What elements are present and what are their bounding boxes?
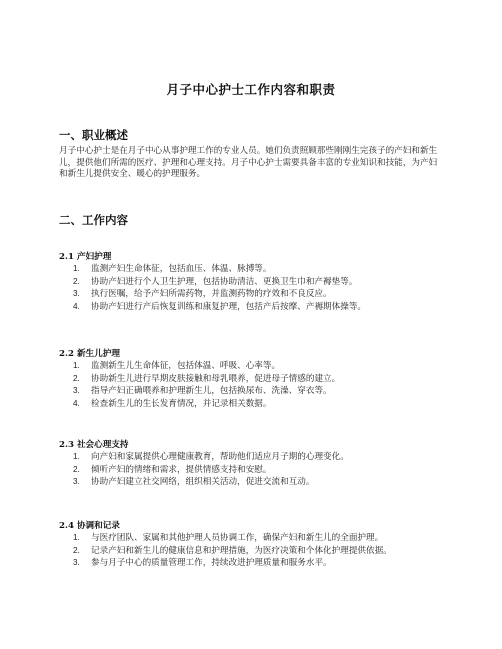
list-item xyxy=(59,301,449,314)
list-text: 倾听产妇的情绪和需求，提供情感支持和安慰。 xyxy=(91,464,272,475)
list-item xyxy=(59,476,449,489)
list-text: 记录产妇和新生儿的健康信息和护理措施，为医疗决策和个体化护理提供依据。 xyxy=(91,545,392,556)
list-number: 1. xyxy=(73,361,80,370)
list-item xyxy=(59,532,449,545)
list-number: 2. xyxy=(73,373,80,383)
list-item xyxy=(59,360,449,373)
list-item xyxy=(59,451,449,464)
list-number: 1. xyxy=(73,452,80,461)
subsection-heading-psychosocial-support: 2.3 社会心理支持 xyxy=(59,440,129,450)
list-text: 检查新生儿的生长发育情况，并记录相关数据。 xyxy=(91,398,272,409)
list-item xyxy=(59,385,449,398)
list-number: 2. xyxy=(73,276,80,286)
subsection-heading-maternal-care: 2.1 产妇护理 xyxy=(59,252,112,262)
list-number: 2. xyxy=(73,545,80,555)
list-number: 3. xyxy=(73,386,80,396)
list-item xyxy=(59,464,449,477)
list-text: 与医疗团队、家属和其他护理人员协调工作，确保产妇和新生儿的全面护理。 xyxy=(91,533,384,543)
list-item xyxy=(59,373,449,386)
psychosocial-support-list xyxy=(59,451,449,489)
page-title: 月子中心护士工作内容和职责 xyxy=(166,82,336,97)
list-number: 3. xyxy=(73,477,80,487)
overview-paragraph: 月子中心护士是在月子中心从事护理工作的专业人员。她们负责照顾那些刚刚生完孩子的产妇和新生儿，提供他们所需的医疗、护理和心理支持。月子中心护士需要具备丰富的专业知识和技能，为产妇和新生儿提供安全、暖心的护理服务。 xyxy=(59,146,438,179)
list-text: 协助新生儿进行早期皮肤接触和母乳喂养，促进母子情感的建立。 xyxy=(91,373,341,384)
coordination-records-list xyxy=(59,532,449,570)
section-heading-overview: 一、职业概述 xyxy=(59,128,128,142)
list-item xyxy=(59,276,449,289)
list-item xyxy=(59,545,449,558)
list-text: 协助产妇进行产后恢复训练和康复护理，包括产后按摩、产褥期体操等。 xyxy=(91,301,367,312)
list-number: 3. xyxy=(73,558,80,568)
list-text: 指导产妇正确喂养和护理新生儿，包括换尿布、洗澡、穿衣等。 xyxy=(91,386,332,397)
list-number: 1. xyxy=(73,533,80,542)
list-item xyxy=(59,263,449,276)
newborn-care-list xyxy=(59,360,449,410)
list-number: 3. xyxy=(73,289,80,299)
list-text: 监测产妇生命体征，包括血压、体温、脉搏等。 xyxy=(91,264,272,274)
list-number: 4. xyxy=(73,301,80,311)
list-text: 协助产妇建立社交网络，组织相关活动，促进交流和互动。 xyxy=(91,477,315,488)
section-heading-work-content: 二、工作内容 xyxy=(59,213,128,227)
list-item xyxy=(59,557,449,570)
list-item xyxy=(59,288,449,301)
list-text: 执行医嘱，给予产妇所需药物，并监测药物的疗效和不良反应。 xyxy=(91,289,332,300)
list-number: 2. xyxy=(73,464,80,474)
maternal-care-list xyxy=(59,263,449,313)
subsection-heading-coordination-records: 2.4 协调和记录 xyxy=(59,521,120,531)
list-number: 1. xyxy=(73,264,80,273)
list-item xyxy=(59,398,449,411)
list-text: 监测新生儿生命体征，包括体温、呼吸、心率等。 xyxy=(91,361,281,371)
subsection-heading-newborn-care: 2.2 新生儿护理 xyxy=(59,349,120,359)
list-number: 4. xyxy=(73,398,80,408)
list-text: 参与月子中心的质量管理工作，持续改进护理质量和服务水平。 xyxy=(91,558,332,569)
list-text: 向产妇和家属提供心理健康教育，帮助他们适应月子期的心理变化。 xyxy=(91,452,349,462)
list-text: 协助产妇进行个人卫生护理，包括协助清洁、更换卫生巾和产褥垫等。 xyxy=(91,276,358,287)
